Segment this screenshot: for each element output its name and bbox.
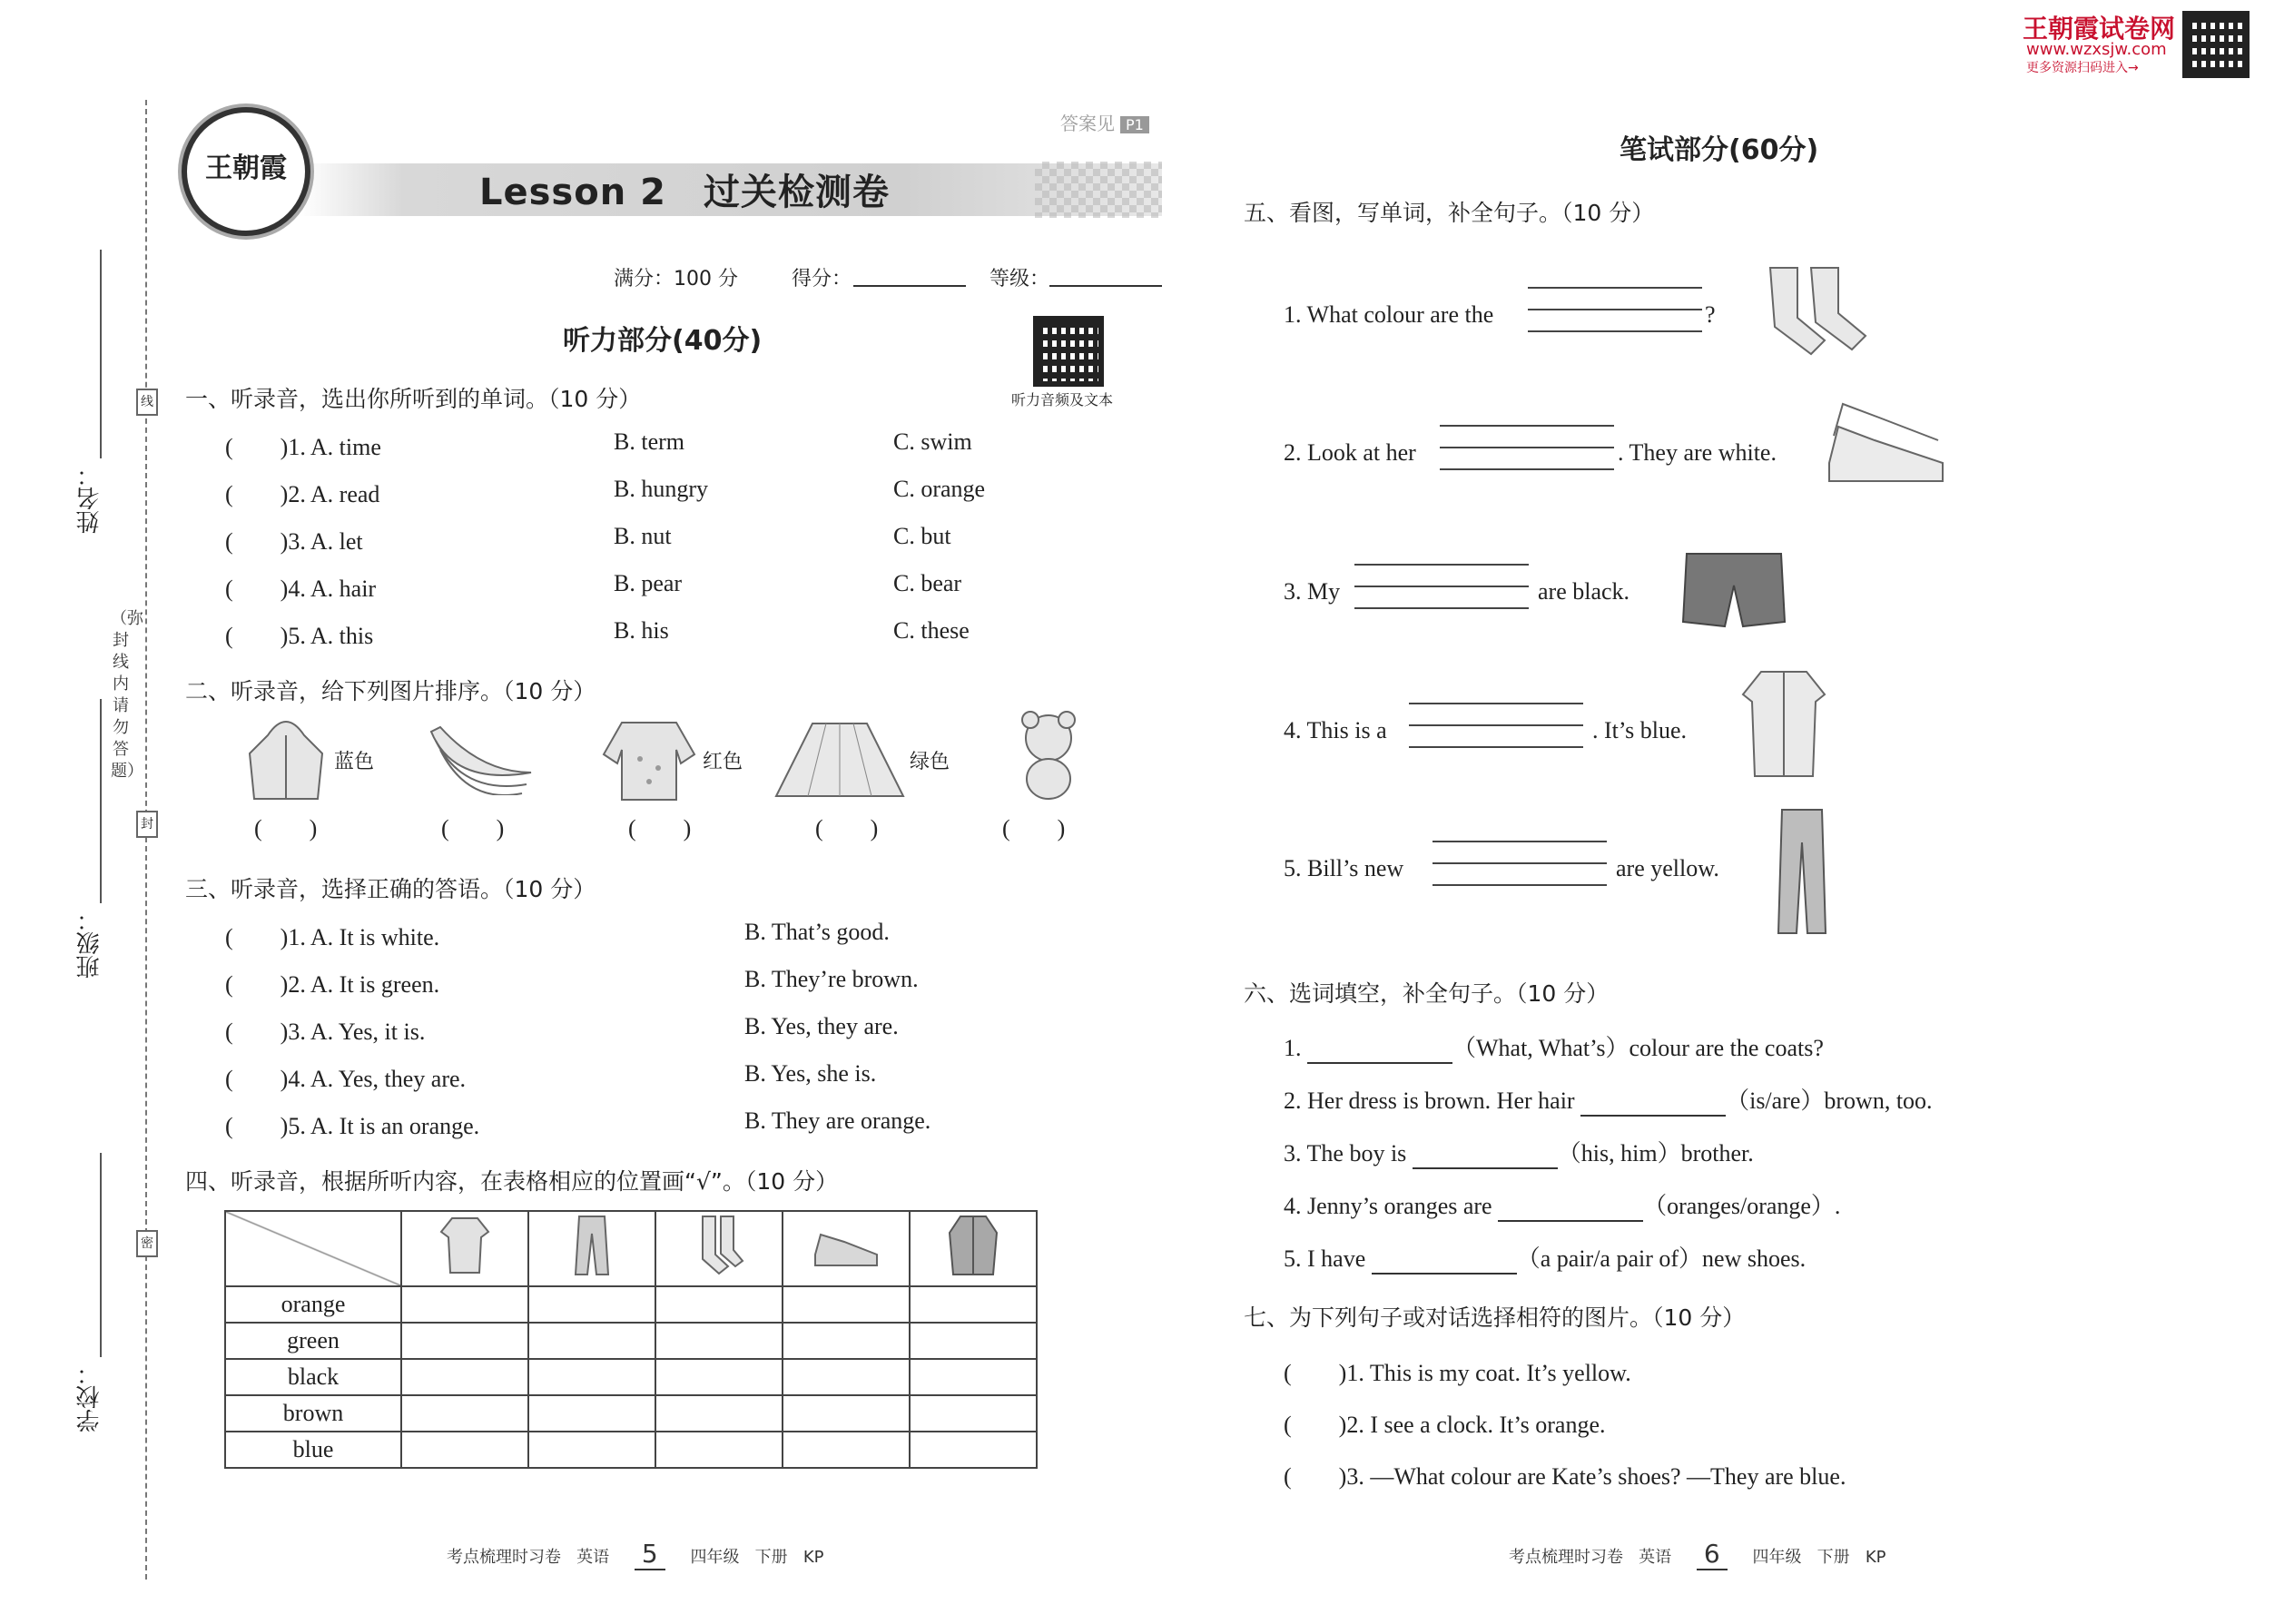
listening-qr-code[interactable] [1033,316,1104,387]
q6-heading: 六、选词填空，补全句子。（10 分） [1244,980,1610,1007]
q5-item-3-pre: 3. My [1284,578,1341,605]
footer-right-series: 考点梳理时习卷 [1509,1548,1623,1567]
q4-col-shirt [401,1211,528,1286]
q6-item-2-blank[interactable] [1580,1088,1726,1117]
q4-row-brown: brown [225,1395,401,1432]
q1-row-3-a[interactable]: ( )3. A. let [225,528,363,555]
q4-cell[interactable] [910,1286,1037,1323]
footer-left-series: 考点梳理时习卷 [447,1548,561,1567]
brand-name: 王朝霞试卷网 [2023,14,2176,44]
title-band-pattern [1035,162,1162,218]
q4-cell[interactable] [528,1323,655,1359]
q5-item-5-blank[interactable] [1433,821,1607,886]
q4-cell[interactable] [783,1323,910,1359]
class-field-line[interactable] [100,699,102,903]
q3-row-1-a[interactable]: ( )1. A. It is white. [225,924,440,950]
q4-cell[interactable] [528,1432,655,1468]
q7-item-2[interactable]: ( )2. I see a clock. It’s orange. [1284,1412,1606,1438]
footer-left-page: 5 [635,1539,665,1570]
q2-answer-1[interactable]: ( ) [254,815,318,842]
q4-cell[interactable] [783,1395,910,1432]
writing-section-title: 笔试部分(60分) [1620,134,1819,166]
footer-right [1509,1539,1885,1570]
q4-col-shoes [783,1211,910,1286]
shoes-icon [812,1218,881,1273]
q7-item-3[interactable]: ( )3. —What colour are Kate’s shoes? —They are blue. [1284,1463,1846,1490]
q4-table [224,1210,1038,1469]
q4-row-blue: blue [225,1432,401,1468]
socks-icon [694,1214,744,1277]
q4-cell[interactable] [655,1432,783,1468]
q5-item-3-blank[interactable] [1354,544,1529,609]
grade-field[interactable] [1049,263,1162,292]
q6-item-3-blank[interactable] [1413,1140,1558,1169]
bananas-picture [427,723,536,795]
q1-row-5-c: C. these [893,617,970,644]
logo-text: 王朝霞 [205,153,287,184]
q6-item-4-pre: 4. Jenny’s oranges are [1284,1193,1492,1219]
q4-cell[interactable] [655,1323,783,1359]
q6-item-1 [1284,1029,1824,1064]
q4-cell[interactable] [528,1286,655,1323]
school-label: 学校： [76,1362,103,1432]
q3-row-5-a[interactable]: ( )5. A. It is an orange. [225,1113,480,1139]
q4-cell[interactable] [910,1432,1037,1468]
footer-right-page: 6 [1697,1539,1728,1570]
q4-cell[interactable] [401,1323,528,1359]
q6-item-2-pre: 2. Her dress is brown. Her hair [1284,1088,1575,1114]
q4-cell[interactable] [655,1359,783,1395]
q1-row-4-b: B. pear [614,570,683,596]
q3-row-4-a[interactable]: ( )4. A. Yes, they are. [225,1066,467,1092]
shirt-icon [439,1214,490,1277]
name-label: 姓名： [76,463,103,534]
q2-answer-4[interactable]: ( ) [815,815,879,842]
socks-picture [1761,263,1879,363]
q5-item-2-post: . They are white. [1618,439,1777,466]
skirt-color-label: 绿色 [910,751,950,773]
q3-row-2-b: B. They’re brown. [744,966,919,992]
q5-item-5-post: are yellow. [1616,855,1719,881]
q1-row-3-b: B. nut [614,523,672,549]
q4-cell[interactable] [783,1286,910,1323]
q2-answer-2[interactable]: ( ) [441,815,505,842]
q6-item-1-post: （What, What’s）colour are the coats? [1452,1035,1824,1061]
q1-row-5-a[interactable]: ( )5. A. this [225,623,374,649]
q6-item-4-blank[interactable] [1498,1193,1643,1222]
q6-item-3-post: （his, him）brother. [1557,1140,1754,1166]
q6-item-5-pre: 5. I have [1284,1245,1366,1272]
answer-ref-text: 答案见 [1060,113,1115,134]
grade-label: 等级： [989,268,1050,290]
q1-row-2-a[interactable]: ( )2. A. read [225,481,380,507]
q6-item-4-post: （oranges/orange）. [1643,1193,1841,1219]
pants-icon [566,1214,617,1277]
q5-item-5-pre: 5. Bill’s new [1284,855,1404,881]
q4-cell[interactable] [910,1359,1037,1395]
q1-row-3-c: C. but [893,523,951,549]
q4-corner-cell [225,1211,401,1286]
q4-cell[interactable] [910,1395,1037,1432]
q6-item-1-blank[interactable] [1307,1035,1452,1064]
q1-row-2-c: C. orange [893,476,986,502]
teddy-bear-picture [999,706,1098,806]
q4-row-orange: orange [225,1286,401,1323]
q4-cell[interactable] [401,1286,528,1323]
class-label: 班级： [76,908,103,979]
q6-item-2-post: （is/are）brown, too. [1726,1088,1933,1114]
qr-caption: 听力音频及文本 [1011,391,1114,408]
footer-right-term: 下册 [1816,1548,1850,1567]
binding-dashed-line [145,100,147,1580]
footer-left-grade: 四年级 [690,1548,740,1567]
q6-item-5-post: （a pair/a pair of）new shoes. [1516,1245,1807,1272]
footer-left [447,1539,823,1570]
pants-picture [1775,806,1829,938]
q1-row-1-c: C. swim [893,428,972,455]
answer-reference [1060,109,1149,135]
q4-cell[interactable] [528,1359,655,1395]
q5-item-4-pre: 4. This is a [1284,717,1387,743]
q3-row-5-b: B. They are orange. [744,1107,931,1134]
q1-row-2-b: B. hungry [614,476,708,502]
q6-item-4 [1284,1187,1840,1222]
q7-item-1[interactable]: ( )1. This is my coat. It’s yellow. [1284,1360,1631,1386]
footer-left-term: 下册 [754,1548,788,1567]
footer-right-subject: 英语 [1639,1548,1672,1567]
q3-heading: 三、听录音，选择正确的答语。（10 分） [185,876,596,902]
answer-ref-page: P1 [1120,116,1149,133]
name-field-line[interactable] [100,250,102,458]
q4-cell[interactable] [401,1359,528,1395]
q1-row-1-b: B. term [614,428,684,455]
q2-answer-5[interactable]: ( ) [1002,815,1066,842]
sweater-picture [599,714,699,804]
q6-item-3 [1284,1135,1754,1169]
school-field-line[interactable] [100,1153,102,1357]
q1-heading: 一、听录音，选出你所听到的单词。（10 分） [185,386,642,412]
jacket-color-label: 蓝色 [334,751,375,773]
q2-heading: 二、听录音，给下列图片排序。（10 分） [185,678,596,704]
q4-col-coat [910,1211,1037,1286]
q1-row-4-c: C. bear [893,570,962,596]
q4-cell[interactable] [910,1323,1037,1359]
jacket-picture [245,708,327,808]
q5-item-1-post: ? [1705,301,1716,328]
full-score: 满分：100 分 [614,268,738,290]
q1-row-5-b: B. his [614,617,669,644]
seal-line-note: （弥封线内请勿答题） [111,609,143,781]
score-label: 得分： [792,268,852,290]
coat-icon [948,1213,999,1278]
q5-item-1-blank[interactable] [1528,267,1702,332]
q3-row-1-b: B. That’s good. [744,919,890,945]
q1-row-1-a[interactable]: ( )1. A. time [225,434,381,460]
shorts-picture [1679,549,1788,631]
q5-item-4-blank[interactable] [1409,683,1583,748]
brand-more: 更多资源扫码进入→ [2026,61,2139,75]
q5-item-3-post: are black. [1538,578,1630,605]
q3-row-3-a[interactable]: ( )3. A. Yes, it is. [225,1019,426,1045]
q4-cell[interactable] [401,1395,528,1432]
q4-cell[interactable] [783,1432,910,1468]
q4-cell[interactable] [528,1395,655,1432]
q6-item-3-pre: 3. The boy is [1284,1140,1407,1166]
q6-item-5 [1284,1240,1806,1275]
footer-left-edition: KP [802,1548,824,1567]
q6-item-5-blank[interactable] [1372,1245,1517,1275]
q5-item-1-pre: 1. What colour are the [1284,301,1494,328]
footer-left-subject: 英语 [576,1548,610,1567]
q7-heading: 七、为下列句子或对话选择相符的图片。（10 分） [1244,1304,1746,1331]
q5-item-2-blank[interactable] [1440,405,1614,470]
listening-section-title: 听力部分(40分) [563,325,763,357]
q4-row-black: black [225,1359,401,1395]
q4-row-green: green [225,1323,401,1359]
q4-col-socks [655,1211,783,1286]
q4-heading: 四、听录音，根据所听内容，在表格相应的位置画“√”。（10 分） [185,1168,839,1195]
q6-item-1-pre: 1. [1284,1035,1302,1061]
q2-answer-3[interactable]: ( ) [628,815,692,842]
q5-heading: 五、看图，写单词，补全句子。（10 分） [1244,200,1655,226]
q5-item-4-post: . It’s blue. [1592,717,1687,743]
q3-row-3-b: B. Yes, they are. [744,1013,899,1039]
q5-item-2-pre: 2. Look at her [1284,439,1416,466]
brand-url: www.wzxsjw.com [2026,40,2167,59]
sweater-color-label: 红色 [703,751,743,773]
q3-row-2-a[interactable]: ( )2. A. It is green. [225,971,440,998]
skirt-picture [772,719,908,801]
q3-row-4-b: B. Yes, she is. [744,1060,877,1087]
q4-cell[interactable] [783,1359,910,1395]
shoes-picture [1825,399,1947,499]
page-title: Lesson 2 过关检测卷 [479,172,890,213]
q4-cell[interactable] [655,1286,783,1323]
q6-item-2 [1284,1082,1933,1117]
q4-cell[interactable] [401,1432,528,1468]
footer-right-edition: KP [1865,1548,1886,1567]
wangzhaoxia-logo [182,107,310,236]
brand-qr-code[interactable] [2182,11,2250,78]
score-field[interactable] [853,263,966,292]
q4-cell[interactable] [655,1395,783,1432]
shirt-picture [1738,667,1829,781]
footer-right-grade: 四年级 [1752,1548,1802,1567]
seal-mark-secret: 密 [136,1230,158,1257]
q4-col-pants [528,1211,655,1286]
seal-mark-seal: 封 [136,811,158,838]
q1-row-4-a[interactable]: ( )4. A. hair [225,576,377,602]
seal-mark-line: 线 [136,389,158,416]
